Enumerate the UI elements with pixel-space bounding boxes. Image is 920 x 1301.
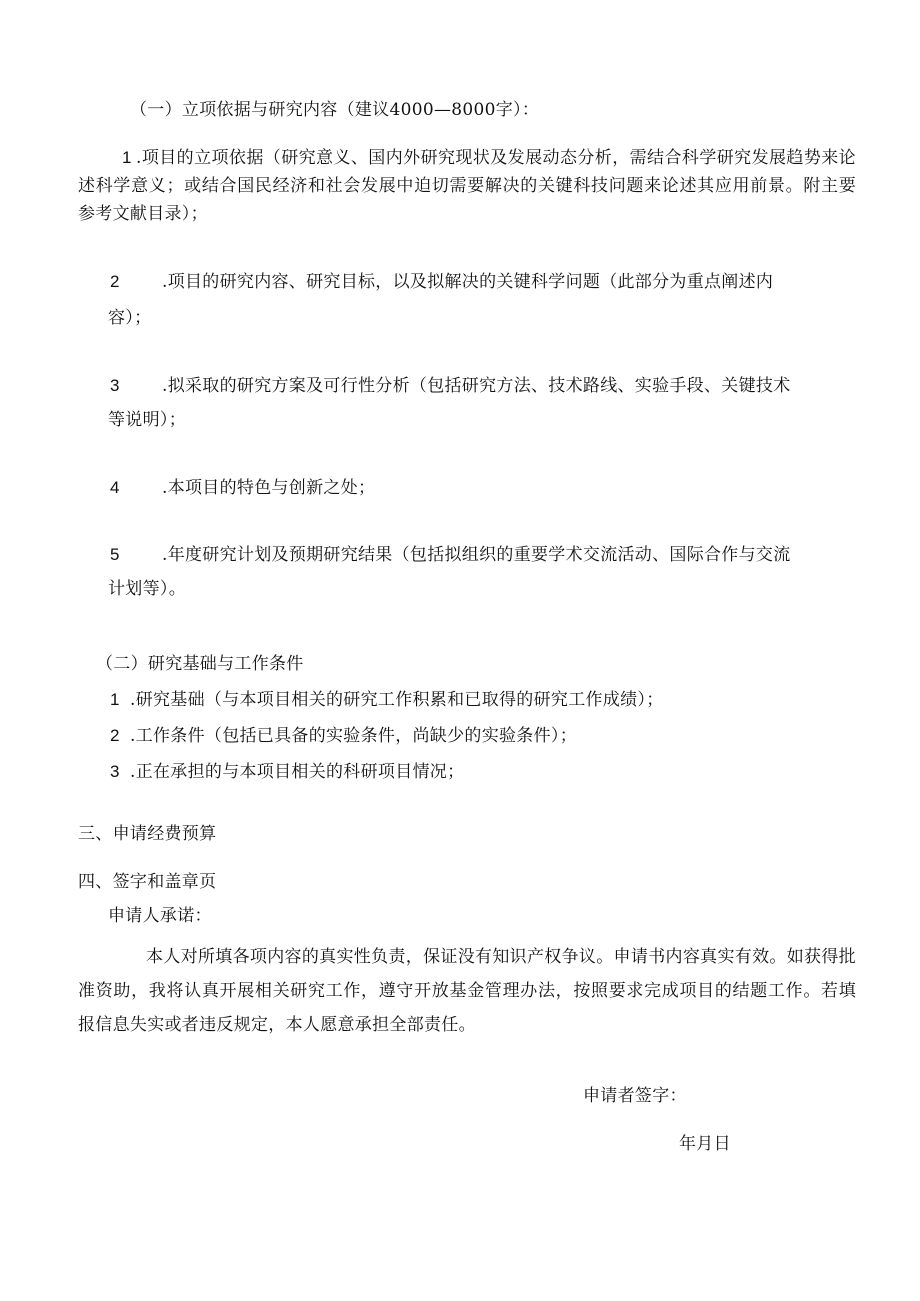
basis-item-1-number: 1 <box>110 690 120 709</box>
basis-item-2-text: .工作条件（包括已具备的实验条件，尚缺少的实验条件）； <box>130 726 578 746</box>
item-3-number: 3 <box>110 376 120 395</box>
item-1-number: 1 <box>122 148 132 167</box>
commitment-title: 申请人承诺： <box>108 906 212 926</box>
item-3-line-2: 等说明）； <box>108 410 186 430</box>
basis-item-3-number: 3 <box>110 762 120 781</box>
item-3-line-1: .拟采取的研究方案及可行性分析（包括研究方法、技术路线、实验手段、关键技术 <box>162 376 791 396</box>
item-4-line-1: .本项目的特色与创新之处； <box>162 478 376 498</box>
item-1-text: .项目的立项依据（研究意义、国内外研究现状及发展动态分析，需结合科学研究发展趋势来论述科学意义；或结合国民经济和社会发展中迫切需要解决的关键科技问题来论述其应用前景。附主要参考文献目录）； <box>78 148 856 224</box>
item-2-line-2: 容）； <box>108 308 152 328</box>
item-5-line-2: 计划等）。 <box>108 579 186 599</box>
item-2-number: 2 <box>110 272 120 291</box>
section-two-heading: （二）研究基础与工作条件 <box>96 654 304 674</box>
date-label: 年月日 <box>679 1134 731 1154</box>
section-one-heading: （一）立项依据与研究内容（建议4000—8000字）： <box>130 100 540 120</box>
commitment-text: 本人对所填各项内容的真实性负责，保证没有知识产权争议。申请书内容真实有效。如获得批准资助，我将认真开展相关研究工作，遵守开放基金管理办法，按照要求完成项目的结题工作。若填报信息失实或者违反规定，本人愿意承担全部责任。 <box>78 947 856 1035</box>
signature-label: 申请者签字： <box>583 1086 687 1106</box>
basis-item-3-text: .正在承担的与本项目相关的科研项目情况； <box>130 762 465 782</box>
section-four-heading: 四、签字和盖章页 <box>78 872 217 892</box>
basis-item-1-text: .研究基础（与本项目相关的研究工作积累和已取得的研究工作成绩）； <box>130 690 664 710</box>
section-three-heading: 三、申请经费预算 <box>78 824 217 844</box>
item-2-line-1: .项目的研究内容、研究目标，以及拟解决的关键科学问题（此部分为重点阐述内 <box>162 272 774 292</box>
item-5-number: 5 <box>110 545 120 564</box>
item-5-line-1: .年度研究计划及预期研究结果（包括拟组织的重要学术交流活动、国际合作与交流 <box>162 545 791 565</box>
item-4-number: 4 <box>110 478 120 497</box>
basis-item-2-number: 2 <box>110 726 120 745</box>
